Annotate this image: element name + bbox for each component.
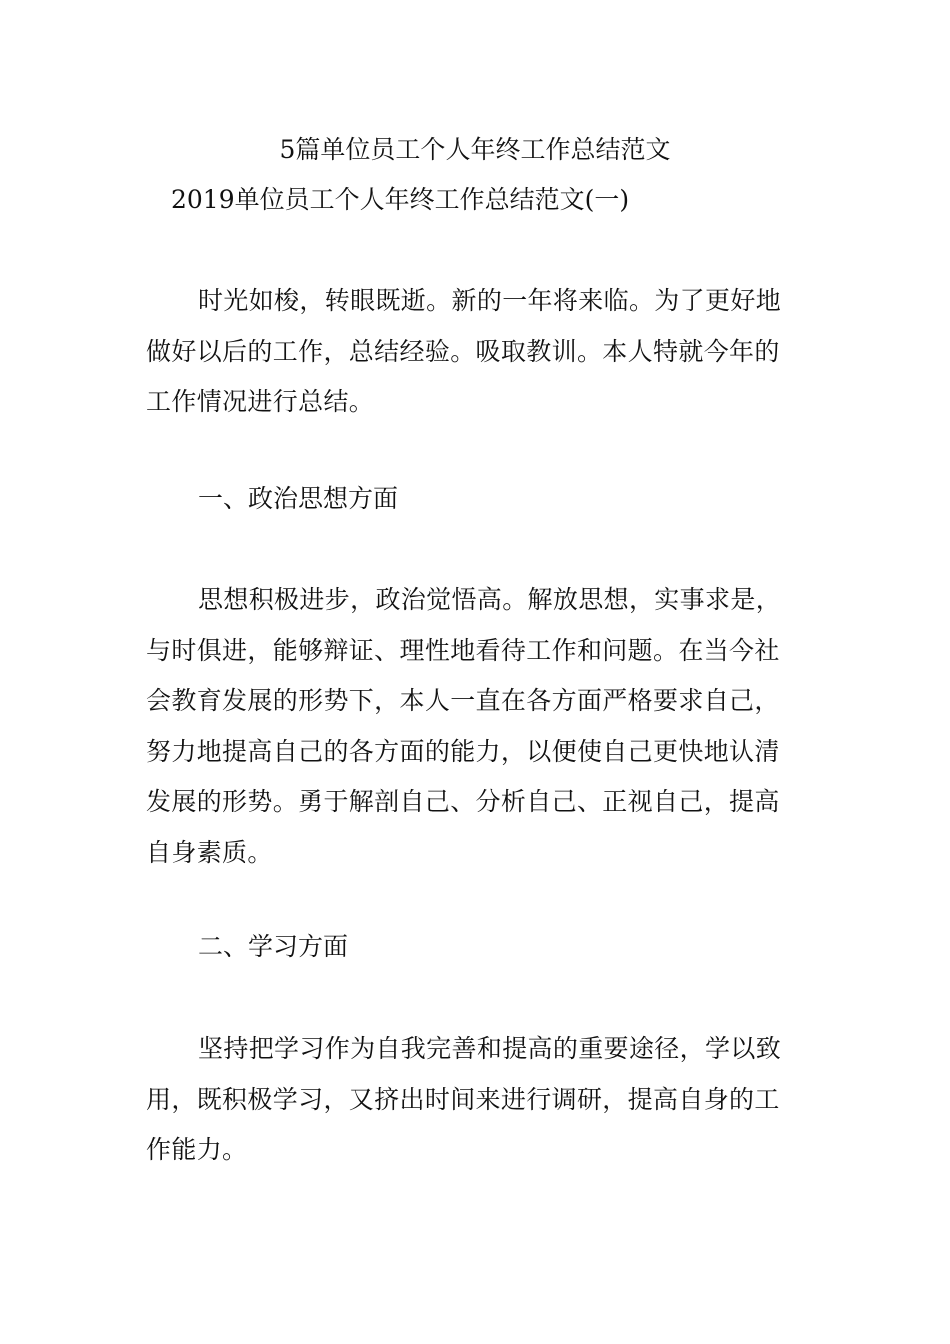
paragraph-line: 发展的形势。勇于解剖自己、分析自己、正视自己，提高 <box>146 787 780 816</box>
section-heading-study: 二、学习方面 <box>198 932 349 961</box>
section-heading-politics: 一、政治思想方面 <box>198 484 399 513</box>
paragraph-line: 时光如梭，转眼既逝。新的一年将来临。为了更好地 <box>198 286 782 315</box>
study-paragraph <box>146 1024 808 1176</box>
intro-paragraph <box>146 276 808 428</box>
paragraph-line: 努力地提高自己的各方面的能力，以便使自己更快地认清 <box>146 736 780 766</box>
document-title: 5篇单位员工个人年终工作总结范文 <box>279 135 671 164</box>
paragraph-line: 用，既积极学习，又挤出时间来进行调研，提高自身的工 <box>146 1084 780 1114</box>
paragraph-line: 自身素质。 <box>146 837 273 867</box>
politics-paragraph <box>146 575 808 878</box>
paragraph-line: 工作情况进行总结。 <box>146 387 375 416</box>
document-subtitle: 2019单位员工个人年终工作总结范文(一) <box>171 185 630 214</box>
paragraph-line: 与时俱进，能够辩证、理性地看待工作和问题。在当今社 <box>146 635 780 665</box>
paragraph-line: 坚持把学习作为自我完善和提高的重要途径，学以致 <box>198 1034 782 1063</box>
paragraph-line: 思想积极进步，政治觉悟高。解放思想，实事求是， <box>198 585 782 614</box>
paragraph-line: 作能力。 <box>146 1135 248 1164</box>
paragraph-line: 做好以后的工作，总结经验。吸取教训。本人特就今年的 <box>146 336 780 366</box>
paragraph-line: 会教育发展的形势下，本人一直在各方面严格要求自己， <box>146 686 780 715</box>
